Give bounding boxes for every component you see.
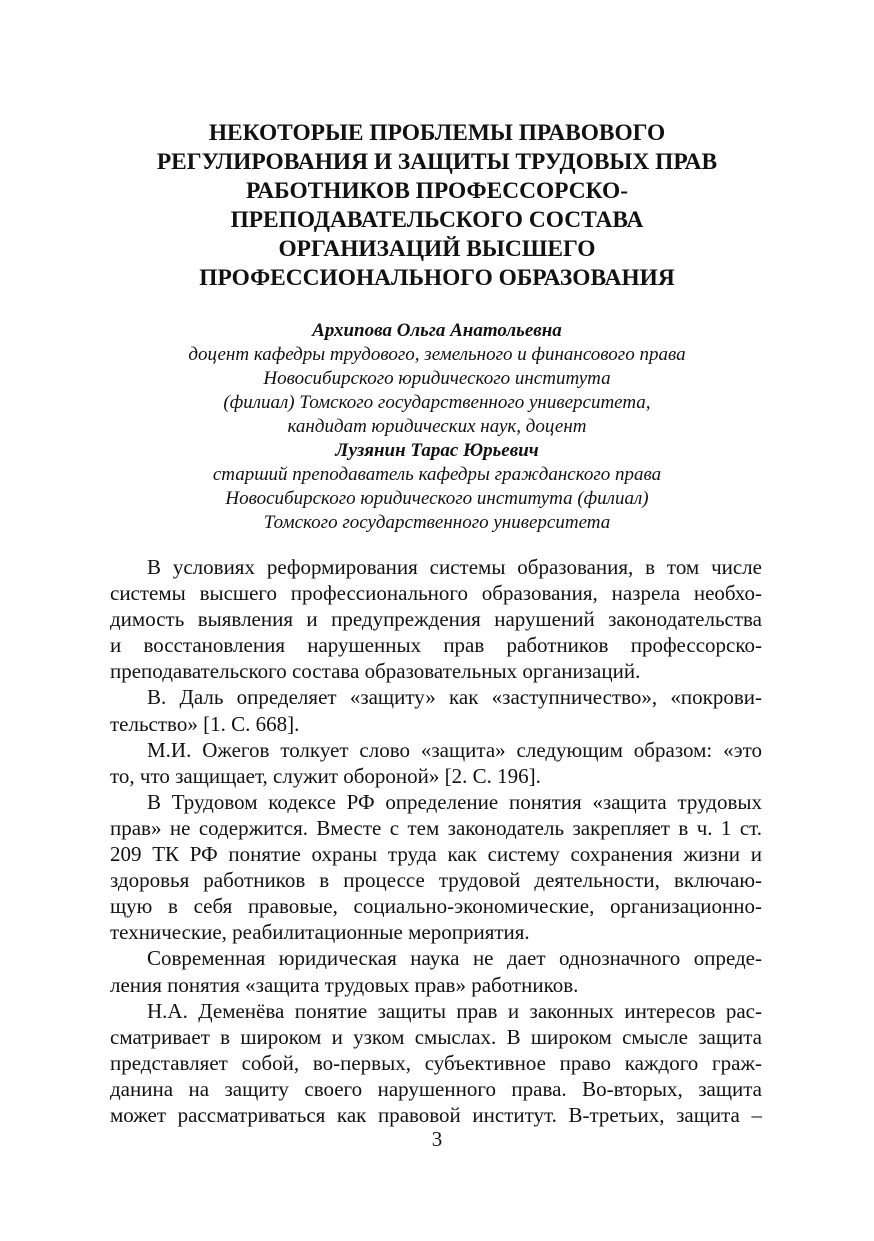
title-line: РЕГУЛИРОВАНИЯ И ЗАЩИТЫ ТРУДОВЫХ ПРАВ <box>156 149 718 175</box>
author-affiliation-line: кандидат юридических наук, доцент <box>287 416 587 437</box>
text-line: тельство» [1. С. 668]. <box>110 711 300 736</box>
author-affiliation-line: (филиал) Томского государственного университета, <box>223 392 651 413</box>
article-title <box>110 119 764 293</box>
text-line: В условиях реформирования системы образования, в том числе <box>147 555 762 579</box>
text-line: 209 ТК РФ понятие охраны труда как систему сохранения жизни и <box>110 842 762 867</box>
author-name: Лузянин Тарас Юрьевич <box>335 440 539 461</box>
text-line: В. Даль определяет «защиту» как «заступничество», «покрови- <box>147 685 762 710</box>
text-line: и восстановления нарушенных прав работников профессорско- <box>110 633 762 658</box>
text-line: технические, реабилитационные мероприятия. <box>110 920 530 945</box>
author-block <box>110 319 764 535</box>
text-line: преподавательского состава образовательных организаций. <box>110 659 641 684</box>
author-affiliation-line: Новосибирского юридического института <box>263 368 611 389</box>
title-line: ПРОФЕССИОНАЛЬНОГО ОБРАЗОВАНИЯ <box>199 265 675 291</box>
text-line: системы высшего профессионального образования, назрела необхо- <box>110 581 762 606</box>
text-line: Н.А. Деменёва понятие защиты прав и законных интересов рас- <box>147 998 762 1023</box>
text-line: ления понятия «защита трудовых прав» работников. <box>110 972 579 997</box>
title-line: РАБОТНИКОВ ПРОФЕССОРСКО- <box>245 178 628 204</box>
page-number: 3 <box>431 1127 443 1151</box>
text-line: прав» не содержится. Вместе с тем законодатель закрепляет в ч. 1 ст. <box>110 815 762 840</box>
body-paragraph <box>110 554 762 684</box>
text-line: представляет собой, во-первых, субъективное право каждого граж- <box>110 1050 762 1075</box>
body-paragraph <box>110 684 762 736</box>
text-line: димость выявления и предупреждения нарушений законодательства <box>110 607 762 632</box>
article-body <box>110 554 762 1128</box>
text-line: М.И. Ожегов толкует слово «защита» следующим образом: «это <box>147 737 762 762</box>
body-paragraph <box>110 998 762 1128</box>
author-affiliation-line: Новосибирского юридического института (филиал) <box>225 488 649 509</box>
title-line: ПРЕПОДАВАТЕЛЬСКОГО СОСТАВА <box>230 207 644 233</box>
text-line: сматривает в широком и узком смыслах. В широком смысле защита <box>110 1024 762 1049</box>
body-paragraph <box>110 789 762 946</box>
text-line: щую в себя правовые, социально-экономические, организационно- <box>110 894 762 919</box>
text-line: Современная юридическая наука не дает однозначного опреде- <box>147 946 762 971</box>
text-line: В Трудовом кодексе РФ определение понятия «защита трудовых <box>147 789 762 814</box>
text-line: может рассматриваться как правовой институт. В-третьих, защита – <box>110 1102 762 1127</box>
title-line: НЕКОТОРЫЕ ПРОБЛЕМЫ ПРАВОВОГО <box>208 120 666 146</box>
body-paragraph <box>110 945 762 997</box>
text-line: здоровья работников в процессе трудовой деятельности, включаю- <box>110 868 762 893</box>
author-affiliation-line: Томского государственного университета <box>263 512 611 533</box>
text-line: то, что защищает, служит обороной» [2. С. 196]. <box>110 763 541 788</box>
author-name: Архипова Ольга Анатольевна <box>312 320 562 341</box>
author-affiliation-line: доцент кафедры трудового, земельного и финансового права <box>188 344 686 365</box>
text-line: данина на защиту своего нарушенного права. Во-вторых, защита <box>110 1076 762 1101</box>
author-affiliation-line: старший преподаватель кафедры гражданского права <box>212 464 662 485</box>
title-line: ОРГАНИЗАЦИЙ ВЫСШЕГО <box>278 236 596 262</box>
body-paragraph <box>110 737 762 789</box>
